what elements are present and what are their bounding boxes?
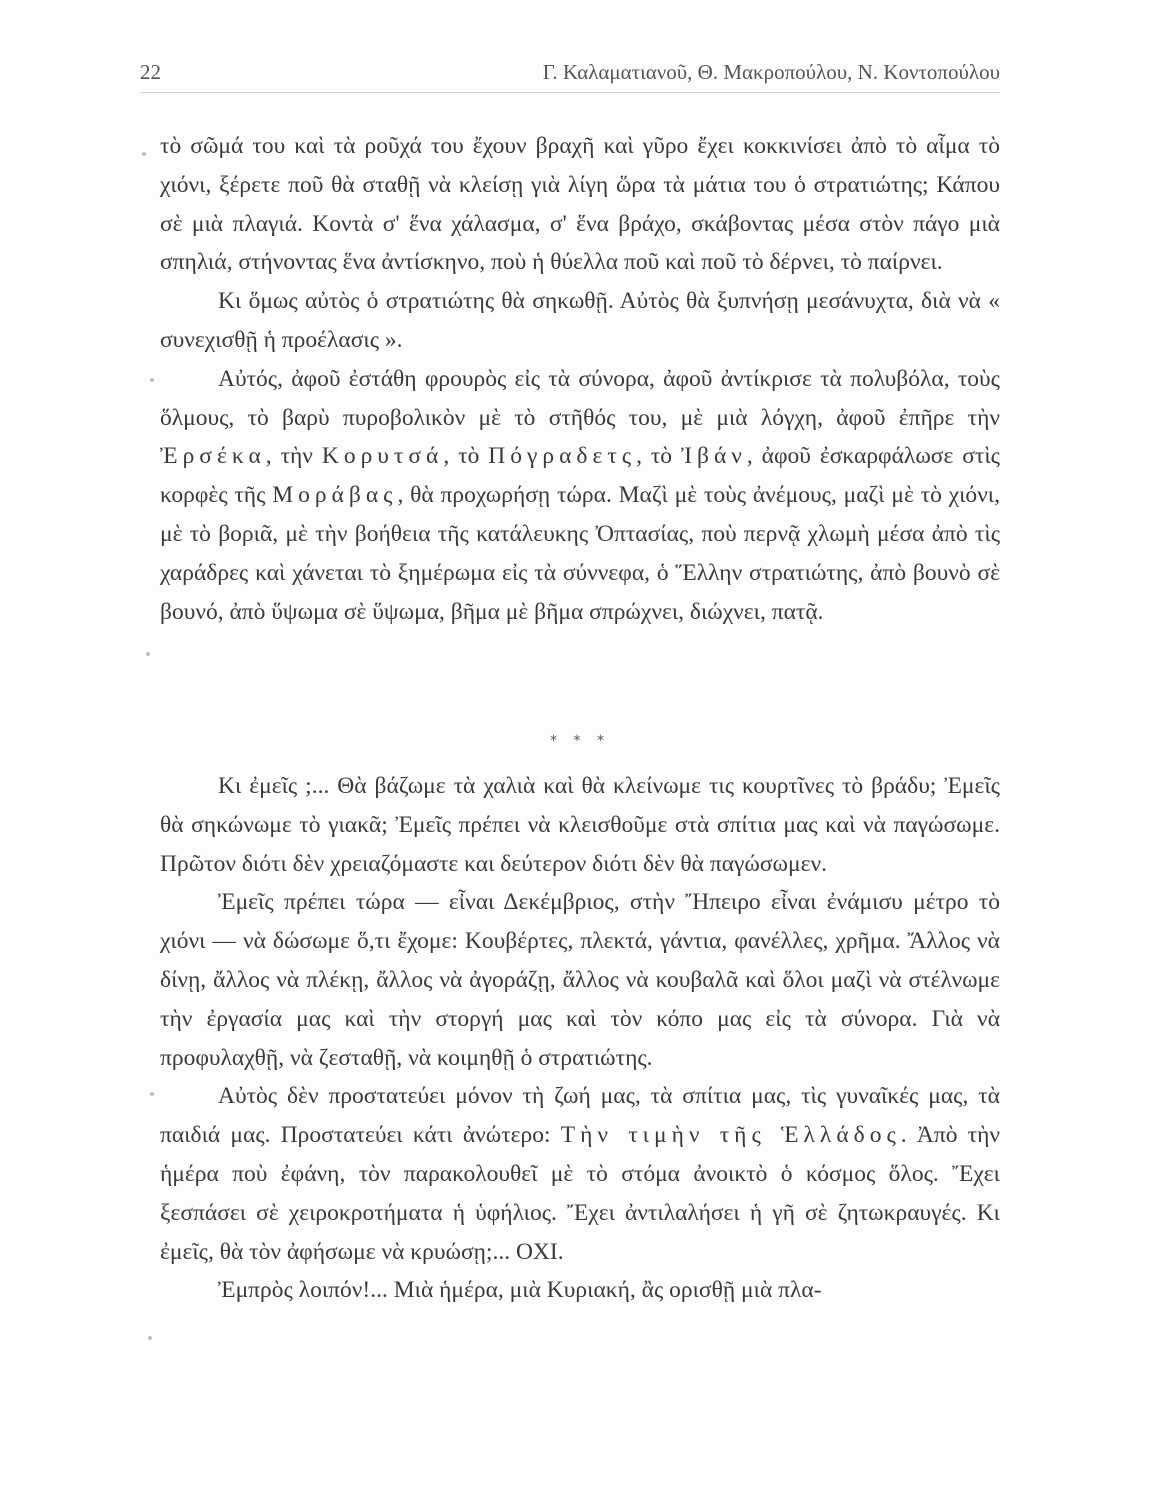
emphasis-honour-of-greece: Τὴν τιμὴν τῆς Ἑλλάδος xyxy=(560,1122,901,1149)
text-run: , θὰ προχωρήσῃ τώρα. Μαζὶ μὲ τοὺς ἀνέμους, μαζὶ μὲ τὸ χιόνι, μὲ τὸ βοριᾶ, μὲ τὴν βοήθεια τῆς κατάλευκης Ὀπτασίας, ποὺ περνᾷ χλωμὴ μέσα ἀπὸ τὶς χαράδρες καὶ χάνεται τὸ ξημέρωμα εἰς τὰ σύννεφα, ὁ Ἕλλην στρατιώτης, ἀπὸ βουνὸ σὲ βουνό, ἀπὸ ὕψωμα σὲ ὕψωμα, βῆμα μὲ βῆμα σπρώχνει, διώχνει, πατᾷ. xyxy=(160,482,1000,625)
paragraph-soldier-wakes: Κι ὅμως αὐτὸς ὁ στρατιώτης θὰ σηκωθῇ. Αὐτὸς θὰ ξυπνήσῃ μεσάνυχτα, διὰ νὰ « συνεχισθῇ ἡ προέλασις ». xyxy=(160,288,1000,353)
place-name-moravas: Μοράβας xyxy=(272,482,398,509)
paragraph-we-must-give: Ἐμεῖς πρέπει τώρα — εἶναι Δεκέμβριος, στὴν Ἤπειρο εἶναι ἐνάμισυ μέτρο τὸ χιόνι — νὰ δώσωμε ὅ,τι ἔχομε: Κουβέρτες, πλεκτά, γάντια, φανέλλες, χρῆμα. Ἄλλος νὰ δίνῃ, ἄλλος νὰ πλέκῃ, ἄλλος νὰ ἀγοράζῃ, ἄλλος νὰ κουβαλᾶ καὶ ὅλοι μαζὶ νὰ στέλνωμε τὴν ἐργασία μας καὶ τὴν στοργή μας καὶ τὸν κόπο μας εἰς τὰ σύνορα. Γιὰ νὰ προφυλαχθῇ, νὰ ζεσταθῇ, νὰ κοιμηθῇ ὁ στρατιώτης. xyxy=(160,889,1000,1071)
margin-speck xyxy=(150,1092,154,1096)
place-name-erseka: Ἐρσέκα xyxy=(160,443,266,470)
margin-speck xyxy=(150,378,154,382)
paragraph-and-we: Κι ἐμεῖς ;... Θὰ βάζωμε τὰ χαλιὰ καὶ θὰ κλείνωμε τις κουρτῖνες τὸ βράδυ; Ἐμεῖς θὰ σηκώνωμε τὸ γιακᾶ; Ἐμεῖς πρέπει νὰ κλεισθοῦμε στὰ σπίτια μας καὶ νὰ παγώσωμε. Πρῶτον διότι δὲν χρειαζόμαστε και δεύτερον διότι δὲν θὰ παγώσωμεν. xyxy=(160,773,1000,877)
place-name-pogradets: Πόγραδετς xyxy=(488,443,637,470)
text-run: , τὸ xyxy=(443,443,489,470)
place-name-ivan: Ἰβάν xyxy=(680,443,747,470)
running-head: Γ. Καλαματιανοῦ, Θ. Μακροπούλου, Ν. Κοντοπούλου xyxy=(542,60,1000,84)
place-name-korytsa: Κορυτσά xyxy=(321,443,444,470)
text-run: , τὴν xyxy=(265,443,322,470)
text-run: , τὸ xyxy=(636,443,681,470)
page-header xyxy=(140,56,1000,93)
text-run: Αὐτός, ἀφοῦ ἐστάθη φρουρὸς εἰς τὰ σύνορα, ἀφοῦ ἀντίκρισε τὰ πολυβόλα, τοὺς ὅλμους, τὸ βαρὺ πυροβολικὸν μὲ τὸ στῆθός του, μὲ μιὰ λόγχη, ἀφοῦ ἐπῆρε τὴν xyxy=(160,365,1000,431)
page-number: 22 xyxy=(140,60,161,84)
text-run: . Ἀπὸ τὴν ἡμέρα ποὺ ἐφάνη, τὸν παρακολουθεῖ μὲ τὸ στόμα ἀνοικτὸ ὁ κόσμος ὅλος. Ἔχει ξεσπάσει σὲ χειροκροτήματα ἡ ὑφήλιος. Ἔχει ἀντιλαλήσει ἡ γῆ σὲ ζητωκραυγές. Κι ἐμεῖς, θὰ τὸν ἀφήσωμε νὰ κρυώσῃ;... ΟΧΙ. xyxy=(160,1122,1001,1265)
text-run: , ἀφοῦ ἐσκαρφάλωσε στὶς κορφὲς τῆς xyxy=(160,443,1000,509)
paragraph-honour-of-greece xyxy=(160,1077,1000,1271)
margin-speck xyxy=(148,1336,152,1340)
paragraph-continuation: τὸ σῶμά του καὶ τὰ ροῦχά του ἔχουν βραχῆ καὶ γῦρο ἔχει κοκκινίσει ἀπὸ τὸ αἷμα τὸ χιόνι, ξέρετε ποῦ θὰ σταθῇ νὰ κλείσῃ γιὰ λίγη ὥρα τὰ μάτια του ὁ στρατιώτης; Κάπου σὲ μιὰ πλαγιά. Κοντὰ σ' ἕνα χάλασμα, σ' ἕνα βράχο, σκάβοντας μέσα στὸν πάγο μιὰ σπηλιά, στήνοντας ἕνα ἀντίσκηνο, ποὺ ἡ θύελλα ποῦ καὶ ποῦ τὸ δέρνει, τὸ παίρνει. xyxy=(160,133,1000,276)
paragraph-soldier-advance xyxy=(160,360,1000,632)
text-section-1 xyxy=(160,127,1000,631)
section-separator: * * * xyxy=(550,733,610,749)
paragraph-forward: Ἐμπρὸς λοιπόν!... Μιὰ ἡμέρα, μιὰ Κυριακή, ἂς ορισθῇ μιὰ πλα- xyxy=(218,1277,822,1304)
text-run: Αὐτὸς δὲν προστατεύει μόνον τὴ ζωή μας, τὰ σπίτια μας, τὶς γυναῖκές μας, τὰ παιδιά μας. Προστατεύει κάτι ἀνώτερο: xyxy=(160,1083,1000,1149)
text-section-2 xyxy=(160,767,1000,1310)
margin-speck xyxy=(146,652,150,656)
margin-speck xyxy=(142,152,146,156)
